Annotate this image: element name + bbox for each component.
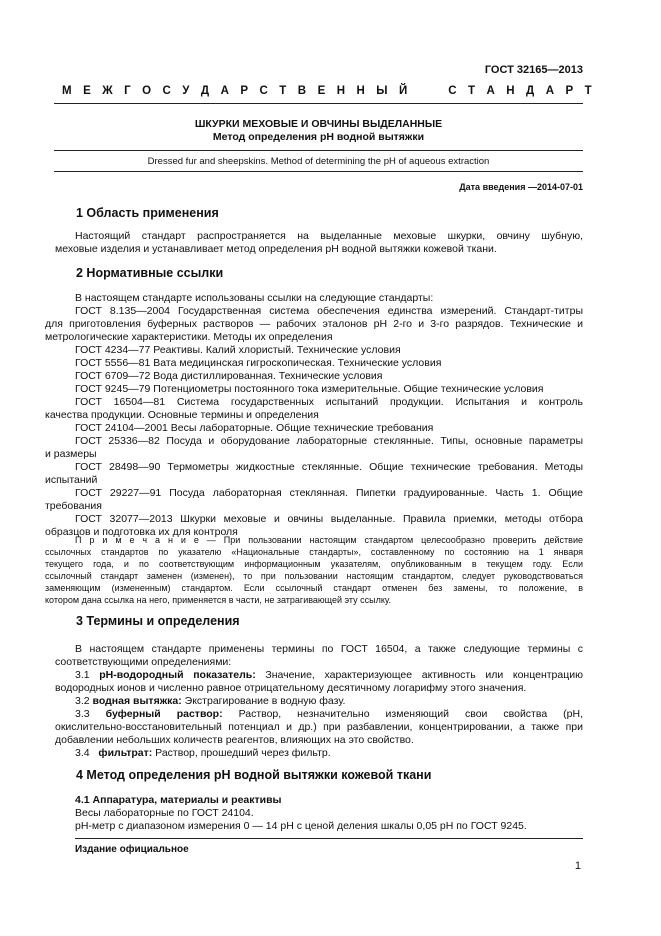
banner-letter: Д [526,85,535,97]
reference-line: качества продукции. Основные термины и определения [45,409,319,421]
banner-letter: Р [565,85,574,97]
english-title: Dressed fur and sheepskins. Method of determining the pH of aqueous extraction [147,156,490,167]
term-3-3-rest: окислительно-восстановительный потенциал и др.) при разбавлении, концентрировании, а также при [55,721,583,733]
note-line: котором дана ссылка на него, применяется в части, не затрагивающей эту ссылку. [45,595,391,605]
note-line: ссылочных стандартов по указателю «Национальные стандарты», составленному по состоянию на 1 января [45,547,583,557]
reference-line: ГОСТ 4234—77 Реактивы. Калий хлористый. Технические условия [75,344,401,356]
section-4-1-heading: 4.1 Аппаратура, материалы и реактивы [75,794,282,806]
banner-letter: А [486,85,495,97]
reference-line: ГОСТ 6709—72 Вода дистиллированная. Технические условия [75,370,383,382]
banner-letter: А [545,85,555,97]
banner-letter: Г [124,85,131,97]
section-1-text [55,230,583,256]
banner-letter: Т [584,85,592,97]
banner-letter: Т [279,85,287,97]
banner-letter: Н [506,85,515,97]
document-title: ШКУРКИ МЕХОВЫЕ И ОВЧИНЫ ВЫДЕЛАННЫЕ [194,118,443,130]
banner-letter: Ы [376,85,388,97]
banner-letter: А [220,85,229,97]
banner-letter: С [162,85,171,97]
reference-line: ГОСТ 29227—91 Посуда лабораторная стеклянная. Пипетки градуированные. Часть 1. Общие [75,487,583,499]
date-of-introduction: Дата введения —2014-07-01 [459,182,583,192]
title-rule [54,150,583,151]
reference-line: ГОСТ 16504—81 Система государственных испытаний продукции. Испытания и контроль [75,396,583,408]
section-2-text [45,292,583,539]
banner-letter: Н [356,85,365,97]
section-2-heading: 2 Нормативные ссылки [76,266,224,280]
note-line: текущего года, и по соответствующим информационным указателям, опубликованным в текущем году. Если [45,559,583,569]
banner-letter: У [182,85,190,97]
banner-letter: Ж [102,85,113,97]
banner-letter: Р [240,85,249,97]
standard-banner [62,85,592,97]
banner-letter [419,85,437,97]
section-2-note [45,534,583,606]
banner-letter: М [62,85,72,97]
reference-line: и размеры [45,448,97,460]
term-3-1-name: рН-водородный показатель: [99,669,256,681]
section-4-heading: 4 Метод определения рН водной вытяжки кожевой ткани [76,768,432,782]
banner-letter: Е [317,85,326,97]
gost-number: ГОСТ 32165—2013 [484,64,583,76]
reference-line: метрологические характеристики. Методы их определения [45,331,333,343]
term-3-3-rest: добавлении небольших количеств реагентов, влияющих на это свойство. [55,734,414,746]
reference-line: ГОСТ 25336—82 Посуда и оборудование лабораторные стеклянные. Типы, основные параметры [75,435,583,447]
reference-line: требования [45,500,102,512]
section-3-intro-line: соответствующими определениями: [55,656,232,668]
footer-rule [75,838,583,839]
reference-line: ГОСТ 24104—2001 Весы лабораторные. Общие технические требования [75,422,434,434]
note-line: ссылочный стандарт заменен (изменен), то при пользовании настоящим стандартом, следует руководствоваться [45,571,583,581]
term-3-1: 3.1 рН-водородный показатель: Значение, характеризующее активность или концентрацию [75,669,583,681]
english-title-rule [54,171,583,172]
banner-letter: Е [83,85,91,97]
section-1-line: меховые изделия и устанавливает метод определения рН водной вытяжки кожевой ткани. [55,243,497,255]
reference-line: ГОСТ 5556—81 Вата медицинская гигроскопическая. Технические условия [75,357,442,369]
term-3-3-name: буферный раствор: [105,708,223,720]
banner-letter: С [448,85,457,97]
document-subtitle: Метод определения рН водной вытяжки [212,131,425,143]
term-3-4-name: фильтрат: [98,747,153,759]
banner-letter: В [297,85,307,97]
banner-letter: Й [399,85,408,97]
banner-letter: Т [467,85,476,97]
reference-line: ГОСТ 8.135—2004 Государственная система обеспечения единства измерений. Стандарт-титры [75,305,583,317]
section-3-intro-line: В настоящем стандарте применены термины по ГОСТ 16504, а также следующие термины с [75,643,583,655]
reference-line: образцов и подготовка их для контроля [45,526,238,538]
reference-line: испытаний [45,474,98,486]
section-4-line: рН-метр с диапазоном измерения 0 — 14 рН с ценой деления шкалы 0,05 рН по ГОСТ 9245. [75,820,527,832]
reference-line: ГОСТ 9245—79 Потенциометры постоянного тока измерительные. Общие технические условия [75,383,544,395]
term-3-4: 3.4 фильтрат: Раствор, прошедший через фильтр. [75,747,331,759]
banner-letter: С [259,85,268,97]
section-1-heading: 1 Область применения [76,206,219,220]
page-number: 1 [574,860,581,872]
note-line: П р и м е ч а н и е — При пользовании настоящим стандартом целесообразно проверить действие [75,535,583,545]
term-3-2-name: водная вытяжка: [92,695,182,707]
note-line: заменяющим (измененным) стандартом. Если ссылочный стандарт отменен без замены, то положение, в [45,583,583,593]
banner-letter: Д [200,85,210,97]
term-3-1-rest: водородных ионов и численно равное отрицательному десятичному логарифму этого значения. [55,682,527,694]
section-3-text [55,643,583,760]
banner-letter: О [142,85,152,97]
reference-line: для приготовления буферных растворов — рабочих эталонов рН 2-го и 3-го разрядов. Технические и [45,318,583,330]
section-3-heading: 3 Термины и определения [76,614,240,628]
term-3-3: 3.3 буферный раствор: Раствор, незначительно изменяющий свои свойства (рН, [75,708,583,720]
official-edition-label: Издание официальное [75,844,189,855]
term-3-2: 3.2 водная вытяжка: Экстрагирование в водную фазу. [75,695,346,707]
section-1-line: Настоящий стандарт распространяется на выделанные меховые шкурки, овчину шубную, [75,230,583,242]
banner-rule [54,103,583,104]
section-4-text [75,794,583,833]
reference-line: В настоящем стандарте использованы ссылки на следующие стандарты: [75,292,434,304]
section-4-line: Весы лабораторные по ГОСТ 24104. [75,807,254,819]
reference-line: ГОСТ 32077—2013 Шкурки меховые и овчины выделанные. Правила приемки, методы отбора [75,513,583,525]
banner-letter: Н [336,85,346,97]
reference-line: ГОСТ 28498—90 Термометры жидкостные стеклянные. Общие технические требования. Методы [75,461,583,473]
